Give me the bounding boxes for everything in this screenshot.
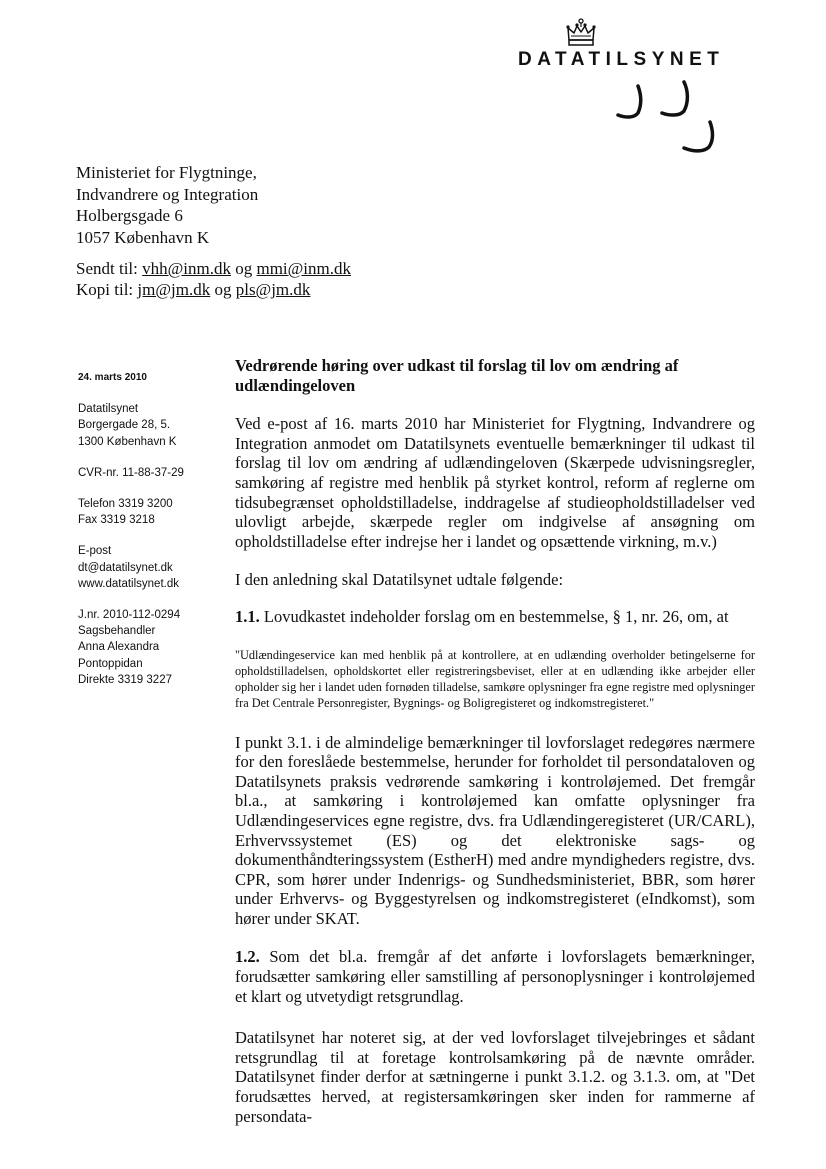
body-paragraph: Ved e-post af 16. marts 2010 har Ministeriet for Flygtning, Indvandrere og Integration anmodet om Datatilsynets eventuelle bemærkninger til udkast til forslag til lov om ændring af udlændingeloven (Skærpede udvisningsregler, samkøring af registre med henblik på styrket kontrol, reform af reglerne om tidsubegrænset opholdstilladelse, inddragelse af studieopholdstilladelser ved ulovligt arbejde, skærpede regler om indgivelse af ansøgning om opholdstilladelse efter indrejse her i landet og opsættende virkning, m.v.) — [235, 414, 755, 551]
letter-body — [235, 356, 755, 1126]
section-number: 1.2. — [235, 947, 260, 967]
body-paragraph: Datatilsynet har noteret sig, at der ved lovforslaget tilvejebringes et sådant retsgrundlag til at foretage kontrolsamkøring på de nævnte områder. Datatilsynet finder derfor at sætningerne i punkt 3.1.2. og 3.1.3. om, at "Det forudsættes herved, at registersamkøringen sker inden for rammerne af persondata- — [235, 1028, 755, 1126]
direct-phone: Direkte 3319 3227 — [78, 673, 172, 686]
letter-date: 24. marts 2010 — [78, 372, 147, 383]
sent-to-label: Sendt til: — [76, 259, 138, 278]
copy-to-line — [76, 279, 351, 300]
section-number: 1.1. — [235, 606, 260, 626]
recipient-line: Ministeriet for Flygtninge, — [76, 163, 257, 182]
brand-name: DATATILSYNET — [518, 49, 725, 70]
sender-fax: Fax 3319 3218 — [78, 514, 155, 527]
body-paragraph: I den anledning skal Datatilsynet udtale følgende: — [235, 570, 564, 590]
recipient-line: Holbergsgade 6 — [76, 206, 183, 225]
recipient-address — [76, 162, 258, 248]
sent-to-line — [76, 258, 351, 279]
section-1-2 — [235, 947, 755, 1006]
crown-icon — [565, 18, 597, 48]
sender-email-label: E-post — [78, 545, 112, 558]
joiner: og — [214, 280, 232, 299]
distribution-block — [76, 258, 351, 300]
recipient-line: 1057 København K — [76, 227, 210, 247]
copy-to-label: Kopi til: — [76, 280, 134, 299]
body-paragraph: I punkt 3.1. i de almindelige bemærkninger til lovforslaget redegøres nærmere for den foreslåede bestemmelse, herunder for forholdet til persondataloven og Datatilsynets praksis vedrørende samkøring i kontroløjemed. Det fremgår bl.a., at samkøring i kontroløjemed kan omfatte oplysninger fra Udlændingeservices egne registre, dvs. fra Udlændingeregisteret (UR/CARL), Erhvervssystemet (ES) og det elektroniske sags- og dokumenthåndteringssystem (EstherH) med andre myndigheders registre, dvs. CPR, som hører under Indenrigs- og Sundhedsministeriet, BBR, som hører under Erhvervs- og Byggestyrelsen og indkomstregisteret (eIndkomst), som hører under SKAT. — [235, 732, 755, 928]
section-text: Som det bl.a. fremgår af det anførte i lovforslagets bemærkninger, forudsætter samkøring eller samstilling af personoplysninger i kontroløjemed et klart og utvetydigt retsgrundlag. — [235, 947, 756, 1006]
copy-to-email-link[interactable]: jm@jm.dk — [137, 280, 211, 299]
sender-phone: Telefon 3319 3200 — [78, 498, 173, 511]
handwritten-marks-icon — [608, 80, 728, 160]
quoted-provision: "Udlændingeservice kan med henblik på at kontrollere, at en udlænding overholder betingelserne for opholdstilladelsen, opholdskortet eller registreringsbeviset, eller at en udlænding ikke arbejder eller opholder sig her i landet uden fornøden tilladelse, samkøre oplysninger fra egne registre med oplysninger fra Det Centrale Personregister, Bygnings- og Boligregisteret og indkomstregisteret." — [235, 647, 755, 710]
sent-to-email-link[interactable]: vhh@inm.dk — [142, 259, 231, 278]
copy-to-email-link[interactable]: pls@jm.dk — [235, 280, 311, 299]
subject-heading: Vedrørende høring over udkast til forslag til lov om ændring af udlændingeloven — [235, 356, 679, 395]
case-handler-name: Anna Alexandra — [78, 641, 160, 654]
recipient-line: Indvandrere og Integration — [76, 184, 259, 204]
sender-street: Borgergade 28, 5. — [78, 419, 171, 432]
section-1-1 — [235, 607, 755, 627]
sent-to-email-link[interactable]: mmi@inm.dk — [256, 259, 352, 278]
case-handler-label: Sagsbehandler — [78, 625, 156, 638]
section-text: Lovudkastet indeholder forslag om en bestemmelse, § 1, nr. 26, om, at — [263, 606, 729, 626]
joiner: og — [235, 259, 253, 278]
sender-city: 1300 København K — [78, 435, 177, 448]
sender-sidebar — [78, 370, 218, 688]
sender-email[interactable]: dt@datatilsynet.dk — [78, 561, 173, 574]
sender-org: Datatilsynet — [78, 403, 139, 416]
journal-number: J.nr. 2010-112-0294 — [78, 609, 181, 622]
sender-website[interactable]: www.datatilsynet.dk — [78, 577, 179, 590]
case-handler-name: Pontoppidan — [78, 657, 143, 670]
sender-cvr: CVR-nr. 11-88-37-29 — [78, 466, 184, 479]
